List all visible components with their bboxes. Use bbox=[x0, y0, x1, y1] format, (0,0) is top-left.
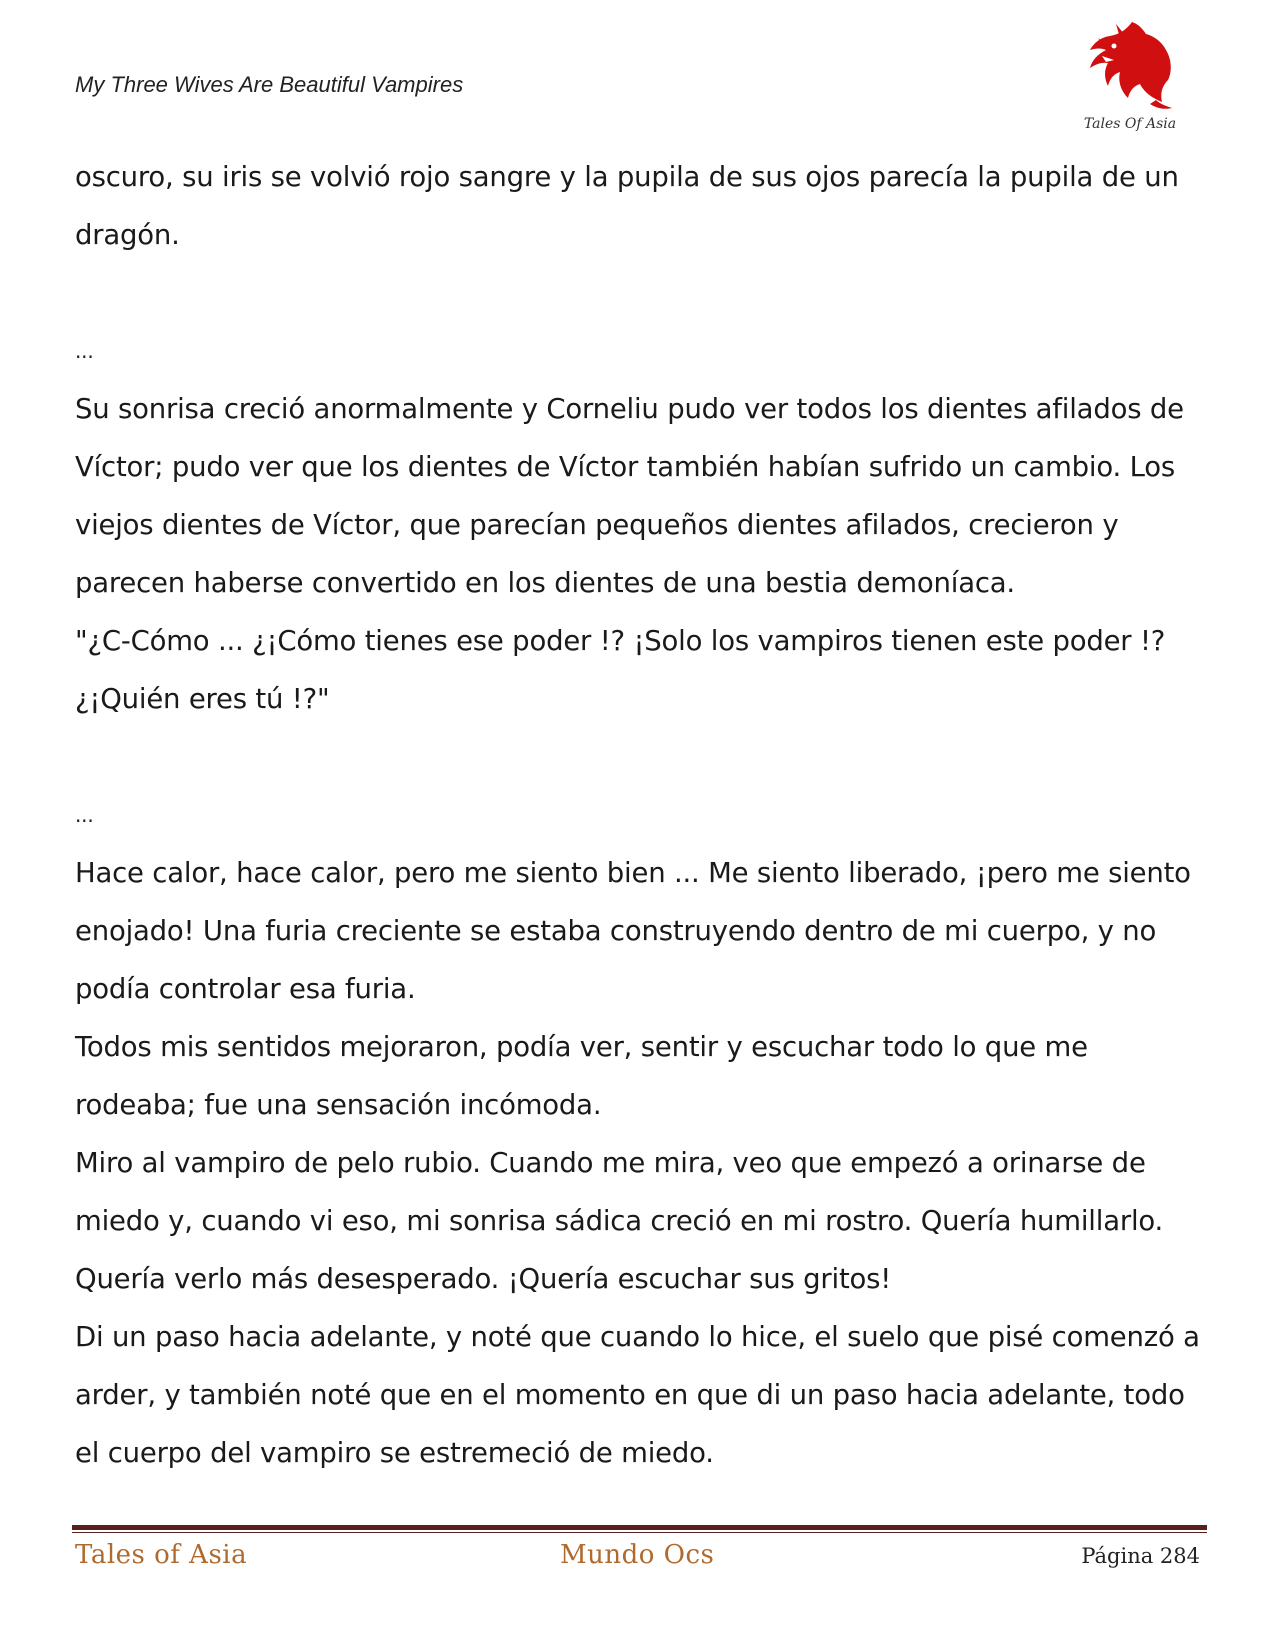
paragraph: Hace calor, hace calor, pero me siento bien ... Me siento liberado, ¡pero me siento enojado! Una furia creciente se estaba construyendo dentro de mi cuerpo, y no podía controlar esa furia. bbox=[75, 857, 1191, 1005]
paragraph: oscuro, su iris se volvió rojo sangre y la pupila de sus ojos parecía la pupila de un dragón. bbox=[75, 161, 1179, 251]
red-dragon-logo-icon bbox=[1080, 16, 1180, 116]
logo-text: Tales Of Asia bbox=[1083, 116, 1177, 132]
chapter-body bbox=[75, 148, 1205, 1482]
footer-site-name: Tales of Asia bbox=[75, 1540, 248, 1570]
paragraph: Miro al vampiro de pelo rubio. Cuando me mira, veo que empezó a orinarse de miedo y, cuando vi eso, mi sonrisa sádica creció en mi rostro. Quería humillarlo. Quería verlo más desesperado. ¡Quería escuchar sus gritos! bbox=[75, 1147, 1164, 1295]
paragraph: Di un paso hacia adelante, y noté que cuando lo hice, el suelo que pisé comenzó a arder, y también noté que en el momento en que di un paso hacia adelante, todo el cuerpo del vampiro se estremeció de miedo. bbox=[75, 1321, 1200, 1469]
paragraph: Todos mis sentidos mejoraron, podía ver, sentir y escuchar todo lo que me rodeaba; fue una sensación incómoda. bbox=[75, 1031, 1088, 1121]
footer-rule-thin bbox=[72, 1532, 1207, 1533]
paragraph: "¿C-Cómo ... ¿¡Cómo tienes ese poder !? ¡Solo los vampiros tienen este poder !? ¿¡Quién eres tú !?" bbox=[75, 625, 1166, 715]
footer-rule bbox=[72, 1525, 1207, 1530]
book-title: My Three Wives Are Beautiful Vampires bbox=[75, 72, 464, 97]
scene-break: ... bbox=[75, 803, 94, 827]
page-number: Página 284 bbox=[1081, 1544, 1200, 1568]
paragraph-gap bbox=[75, 264, 1205, 322]
paragraph: Su sonrisa creció anormalmente y Corneliu pudo ver todos los dientes afilados de Víctor; pudo ver que los dientes de Víctor también habían sufrido un cambio. Los viejos dientes de Víctor, que parecían pequeños dientes afilados, crecieron y parecen haberse convertido en los dientes de una bestia demoníaca. bbox=[75, 393, 1184, 599]
scene-break: ... bbox=[75, 339, 94, 363]
paragraph-gap bbox=[75, 728, 1205, 786]
footer-translator: Mundo Ocs bbox=[560, 1540, 715, 1570]
logo bbox=[1080, 16, 1180, 138]
